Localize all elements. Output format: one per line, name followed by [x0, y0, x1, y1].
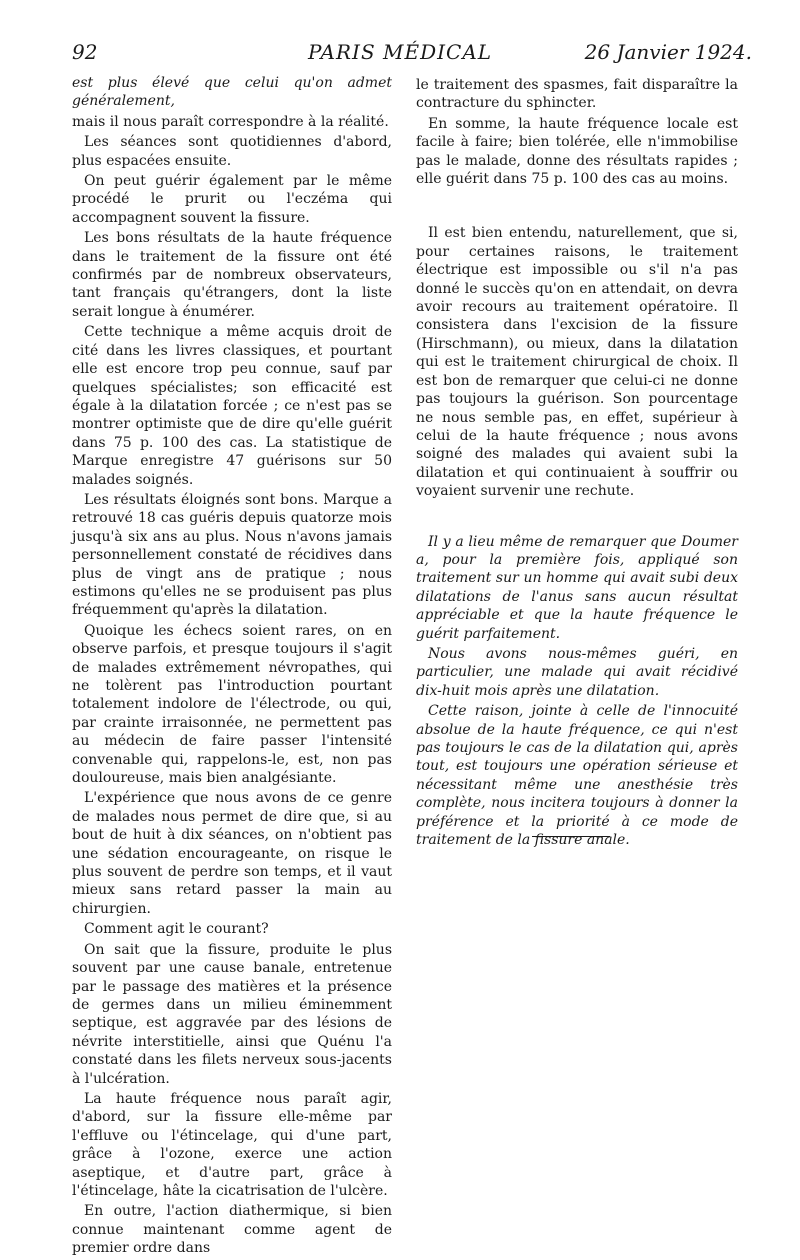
issue-date: 26 Janvier 1924.: [584, 40, 752, 64]
paragraph: Nous avons nous-mêmes guéri, en particulier, une malade qui avait récidivé dix-huit mois après une dilatation.: [416, 645, 738, 699]
paragraph: Quoique les échecs soient rares, on en observe parfois, et presque toujours il s'agit de malades extrêmement névropathes, qui ne tolèrent pas l'introduction pourtant totalement indolore de l'électrode, ou qui, par crainte irraisonnée, ne permettent pas au médecin de faire passer l'intensité convenable qui, rappelons-le, est, non pas douloureuse, mais bien analgésiante.: [72, 622, 392, 787]
paragraph: Cette raison, jointe à celle de l'innocuité absolue de la haute fréquence, ce qui n'est pas toujours le cas de la dilatation qui, après tout, est toujours une opération sérieuse et nécessitant même une anesthésie très complète, nous incitera toujours à donner la préférence et la priorité à ce mode de traitement de la fissure anale.: [416, 703, 738, 849]
paragraph: Les résultats éloignés sont bons. Marque a retrouvé 18 cas guéris depuis quatorze mois jusqu'à six ans au plus. Nous n'avons jamais personnellement constaté de récidives dans plus de vingt ans de pratique ; nous estimons qu'elles ne se produisent pas plus fréquemment qu'après la dilatation.: [72, 491, 392, 619]
paragraph: L'expérience que nous avons de ce genre de malades nous permet de dire que, si au bout de huit à dix séances, on n'obtient pas une sédation encourageante, on risque le plus souvent de perdre son temps, et il vaut mieux sans retard passer la main au chirurgien.: [72, 790, 392, 917]
paragraph: Les bons résultats de la haute fréquence dans le traitement de la fissure ont été confirmés par de nombreux observateurs, tant français qu'étrangers, dont la liste serait longue à énumérer.: [72, 230, 392, 320]
end-rule: [532, 836, 610, 837]
paragraph: Il y a lieu même de remarquer que Doumer a, pour la première fois, appliqué son traitement sur un homme qui avait subi deux dilatations de l'anus sans aucun résultat appréciable et que la haute fréquence le guérit parfaitement.: [416, 533, 738, 642]
paragraph: le traitement des spasmes, fait disparaître la contracture du sphincter.: [416, 77, 738, 112]
paragraph: Cette technique a même acquis droit de cité dans les livres classiques, et pourtant elle est encore trop peu connue, sauf par quelques spécialistes; son efficacité est égale à la dilatation forcée ; ce n'est pas se montrer optimiste que de dire qu'elle guérit dans 75 p. 100 des cas. La statistique de Marque enregistre 47 guérisons sur 50 malades soignés.: [72, 324, 392, 488]
paragraph: Il est bien entendu, naturellement, que si, pour certaines raisons, le traitement électrique est impossible ou s'il n'a pas donné le succès qu'on en attendait, on devra avoir recours au traitement opératoire. Il consistera dans l'excision de la fissure (Hirschmann), ou mieux, dans la dilatation qui est le traitement chirurgical de choix. Il est bon de remarquer que celui-ci ne donne pas toujours la guérison. Son pourcentage ne nous semble pas, en effet, supérieur à celui de la haute fréquence ; nous avons soigné des malades qui avaient subi la dilatation et qui continuaient à souffrir ou voyaient survenir une rechute.: [416, 225, 738, 500]
journal-title: PARIS MÉDICAL: [307, 40, 493, 64]
page-number: 92: [72, 40, 98, 64]
right-column: [416, 76, 738, 851]
section-gap: [416, 503, 738, 533]
paragraph: En outre, l'action diathermique, si bien connue maintenant comme agent de premier ordre dans: [72, 1203, 392, 1257]
left-column: [72, 74, 392, 1260]
section-gap: [416, 190, 738, 224]
paragraph: On sait que la fissure, produite le plus souvent par une cause banale, entretenue par le passage des matières et la présence de germes dans un milieu éminemment septique, est aggravée par des lésions de névrite interstitielle, ainsi que Quénu l'a constaté dans les filets nerveux sous-jacents à l'ulcération.: [72, 941, 392, 1087]
paragraph: est plus élevé que celui qu'on admet généralement,: [72, 75, 392, 110]
paragraph: mais il nous paraît correspondre à la réalité.: [72, 113, 389, 130]
paragraph: En somme, la haute fréquence locale est facile à faire; bien tolérée, elle n'immobilise pas le malade, donne des résultats rapides ; elle guérit dans 75 p. 100 des cas au moins.: [416, 115, 738, 188]
paragraph: Les séances sont quotidiennes d'abord, plus espacées ensuite.: [72, 134, 392, 169]
paragraph: Comment agit le courant?: [84, 921, 269, 938]
page-header: [0, 40, 800, 72]
paragraph: On peut guérir également par le même procédé le prurit ou l'eczéma qui accompagnent souvent la fissure.: [72, 173, 392, 226]
paragraph: La haute fréquence nous paraît agir, d'abord, sur la fissure elle-même par l'effluve ou l'étincelage, qui d'une part, grâce à l'ozone, exerce une action aseptique, et d'autre part, grâce à l'étincelage, hâte la cicatrisation de l'ulcère.: [72, 1090, 392, 1199]
